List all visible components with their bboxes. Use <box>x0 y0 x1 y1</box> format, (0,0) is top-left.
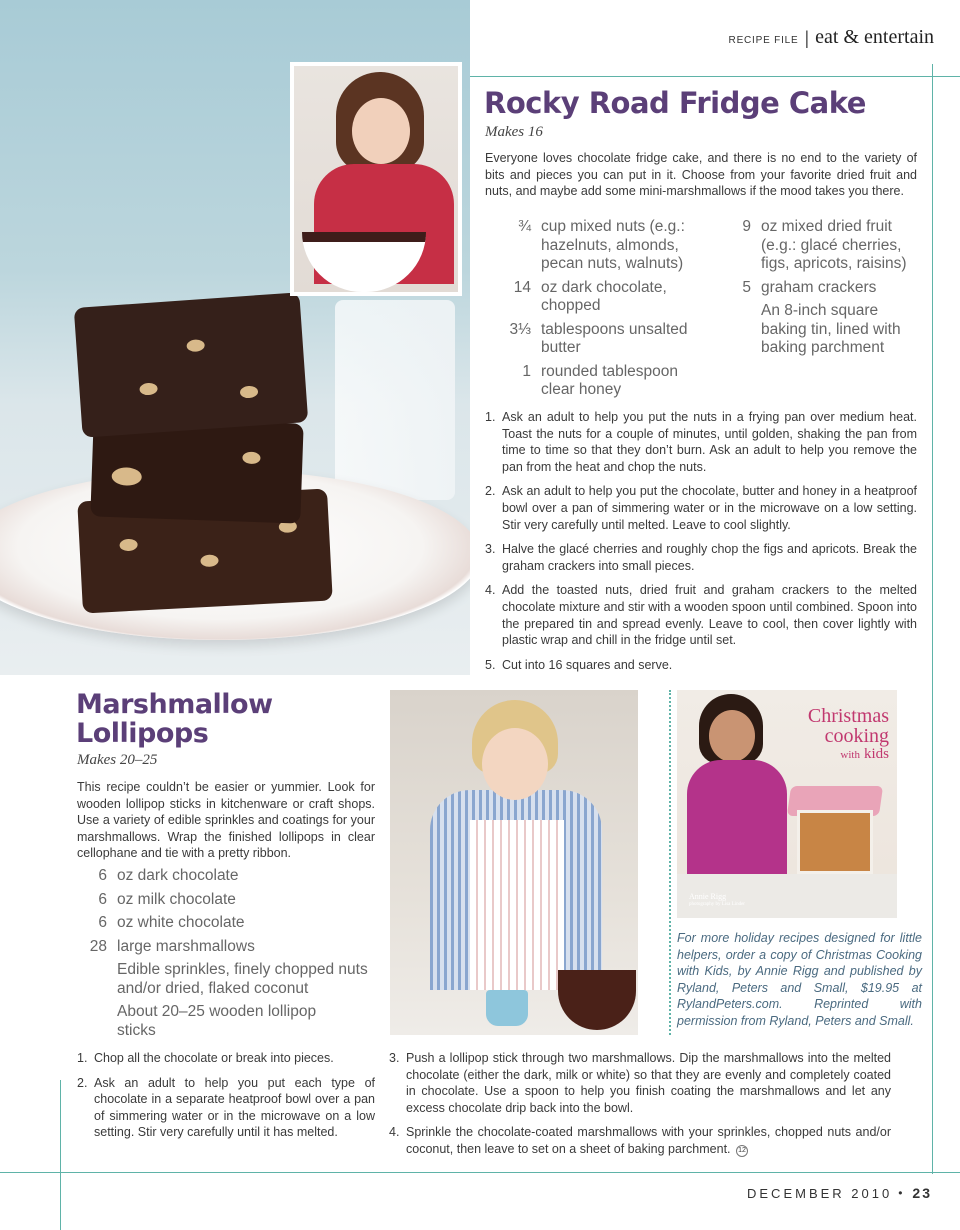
book-credit: Annie Rigg photography by Lisa Linder <box>689 892 745 907</box>
recipe2-steps-left <box>77 1050 375 1149</box>
recipe1-title: Rocky Road Fridge Cake <box>484 86 866 120</box>
ingredient: 6 oz dark chocolate <box>98 867 239 884</box>
ingredient: 6 oz white chocolate <box>98 914 245 931</box>
recipe1-yield: Makes 16 <box>485 124 543 140</box>
step: 5. Cut into 16 squares and serve. <box>485 657 673 672</box>
brownie-top <box>74 292 309 437</box>
photo-boy-dipping-marshmallow <box>390 690 638 1035</box>
step: 4. Add the toasted nuts, dried fruit and graham crackers to the melted chocolate mixture and stir with a wooden spoon until combined. Spoon into the prepared tin and spread evenly. Leave to cool, then cover lightly with plastic wrap and chill in the fridge until set. <box>485 583 917 648</box>
book-title: Christmas cooking with kids <box>807 705 889 762</box>
recipe2-intro: This recipe couldn’t be easier or yummier. Look for wooden lollipop sticks in kitchenware or craft shops. Use a variety of edible sprinkles and coatings for your marshmallows. Wrap the finished lollipops in clear cellophane and tie with a pretty ribbon. <box>77 780 375 861</box>
step: 3. Push a lollipop stick through two marshmallows. Dip the marshmallows into the melted chocolate (either the dark, milk or white) so that they are evenly and completely coated in chocolate. Use a spoon to help you finish coating the marshmallows and let any excess chocolate drip back into the bowl. <box>389 1051 891 1115</box>
step: 2. Ask an adult to help you put the chocolate, butter and honey in a heatproof bowl over a pan of simmering water or in the microwave on a low setting. Stir very carefully until melted. Leave to cool slightly. <box>485 484 917 532</box>
header-label: RECIPE FILE <box>728 35 799 46</box>
recipe2-steps-right <box>389 1050 891 1166</box>
header-separator: | <box>804 28 810 48</box>
ingredient: 6 oz milk chocolate <box>98 890 236 908</box>
bottom-guide-line <box>0 1172 960 1173</box>
ingredient: 28 large marshmallows <box>89 937 255 955</box>
left-guide-line <box>60 1080 61 1230</box>
recipe2-yield: Makes 20–25 <box>77 752 158 768</box>
footer-separator: • <box>898 1186 903 1200</box>
ingredient: An 8-inch square baking tin, lined with baking parchment <box>761 302 901 356</box>
book-cover-christmas-cooking-with-kids <box>677 690 897 918</box>
ingredient: 9 oz mixed dried fruit (e.g.: glacé cherries, figs, apricots, raisins) <box>742 218 907 272</box>
page-footer <box>747 1185 932 1201</box>
ingredient: 1 rounded tablespoon clear honey <box>522 362 679 398</box>
step: 1. Ask an adult to help you put the nuts in a frying pan over medium heat. Toast the nuts for a couple of minutes, until golden, shaking the pan from time to time so that they don’t burn. Ask an adult to help you remove the pan from the heat and chop the nuts. <box>485 410 917 474</box>
section-header <box>729 26 934 49</box>
ingredient: 3⅓ tablespoons unsalted butter <box>509 320 688 356</box>
issue-date: DECEMBER 2010 <box>747 1185 893 1201</box>
step: 3. Halve the glacé cherries and roughly chop the figs and apricots. Break the graham crackers into small pieces. <box>485 542 917 573</box>
page-number: 23 <box>912 1185 932 1201</box>
book-caption: For more holiday recipes designed for little helpers, order a copy of Christmas Cooking with Kids, by Annie Rigg and published by Ryland, Peters and Small, $19.95 at RylandPeters.com. Reprinted with permission from Ryland, Peters and Small. <box>677 931 922 1028</box>
header-section: eat & entertain <box>815 26 934 48</box>
step: 2. Ask an adult to help you put each type of chocolate in a separate heatproof bowl over a pan of simmering water or in the microwave on a low setting. Stir very carefully until it has melted. <box>77 1075 375 1140</box>
ingredient: ¾ cup mixed nuts (e.g.: hazelnuts, almonds, pecan nuts, walnuts) <box>518 218 685 272</box>
step: 1. Chop all the chocolate or break into pieces. <box>77 1051 334 1065</box>
gingerbread-house <box>797 810 873 874</box>
milk-glass <box>335 300 455 500</box>
cookbook-badge-icon: 12 <box>736 1145 748 1157</box>
step: 4. Sprinkle the chocolate-coated marshmallows with your sprinkles, chopped nuts and/or coconut, then leave to set on a sheet of baking parchment. 12 <box>389 1125 891 1156</box>
ingredient: About 20–25 wooden lollipop sticks <box>117 1003 317 1039</box>
recipe1-ingredients-left <box>500 218 700 405</box>
ingredient: 14 oz dark chocolate, chopped <box>513 278 667 314</box>
ingredient: 5 graham crackers <box>742 278 877 296</box>
recipe1-intro: Everyone loves chocolate fridge cake, and there is no end to the variety of bits and pieces you can put in it. Choose from your favorite dried fruit and nuts, and maybe add some mini-marshmallows if the mood takes you there. <box>485 151 917 199</box>
dotted-divider <box>669 690 671 1035</box>
recipe2-title-line2: Lollipops <box>76 718 209 749</box>
ingredient: Edible sprinkles, finely chopped nuts and/or dried, flaked coconut <box>117 961 368 997</box>
recipe2-title <box>76 690 273 748</box>
photo-girl-stirring <box>290 62 462 296</box>
right-guide-line <box>932 64 933 1174</box>
recipe1-ingredients-right <box>725 218 920 363</box>
recipe2-ingredients <box>77 867 377 1045</box>
recipe2-title-line1: Marshmallow <box>76 689 273 720</box>
recipe1-steps <box>485 409 917 681</box>
